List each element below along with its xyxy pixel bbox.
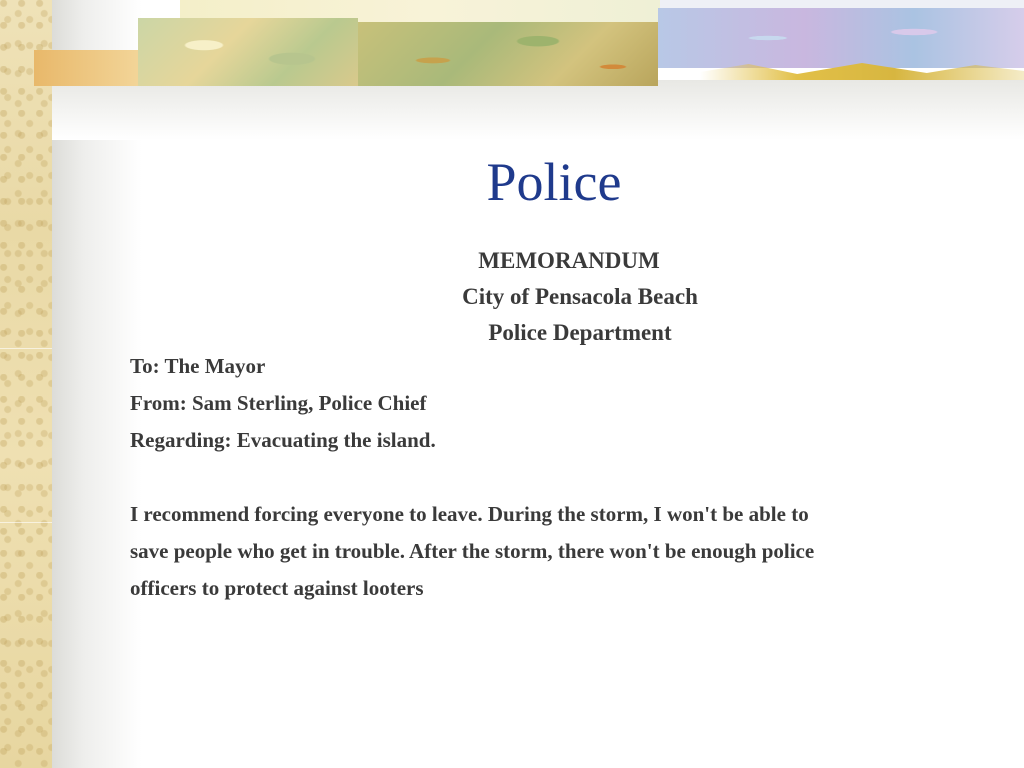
banner-shadow [52,80,1024,140]
banner-top-right-strip [660,0,1024,8]
slide-title: Police [486,152,622,212]
memo-body-line: save people who get in trouble. After the storm, there won't be enough police [130,539,815,563]
strip-seam [0,348,52,349]
memo-body [130,348,990,607]
memo-header [300,243,860,351]
memo-body-line: I recommend forcing everyone to leave. During the storm, I won't be able to [130,502,809,526]
memo-body-line: officers to protect against looters [130,576,424,600]
banner-blue-flower-image [658,8,1024,68]
banner-orange-block [34,50,144,86]
memo-organization: City of Pensacola Beach [462,284,698,309]
memo-regarding: Regarding: Evacuating the island. [130,428,436,452]
banner-leaf-image [138,18,358,86]
memo-heading: MEMORANDUM [478,248,660,273]
strip-seam [0,522,52,523]
memo-from: From: Sam Sterling, Police Chief [130,391,427,415]
banner-autumn-image [358,22,658,86]
paragraph-spacer [130,459,990,496]
left-decorative-strip [0,0,52,768]
memo-to: To: The Mayor [130,354,266,378]
memo-department: Police Department [488,320,672,345]
